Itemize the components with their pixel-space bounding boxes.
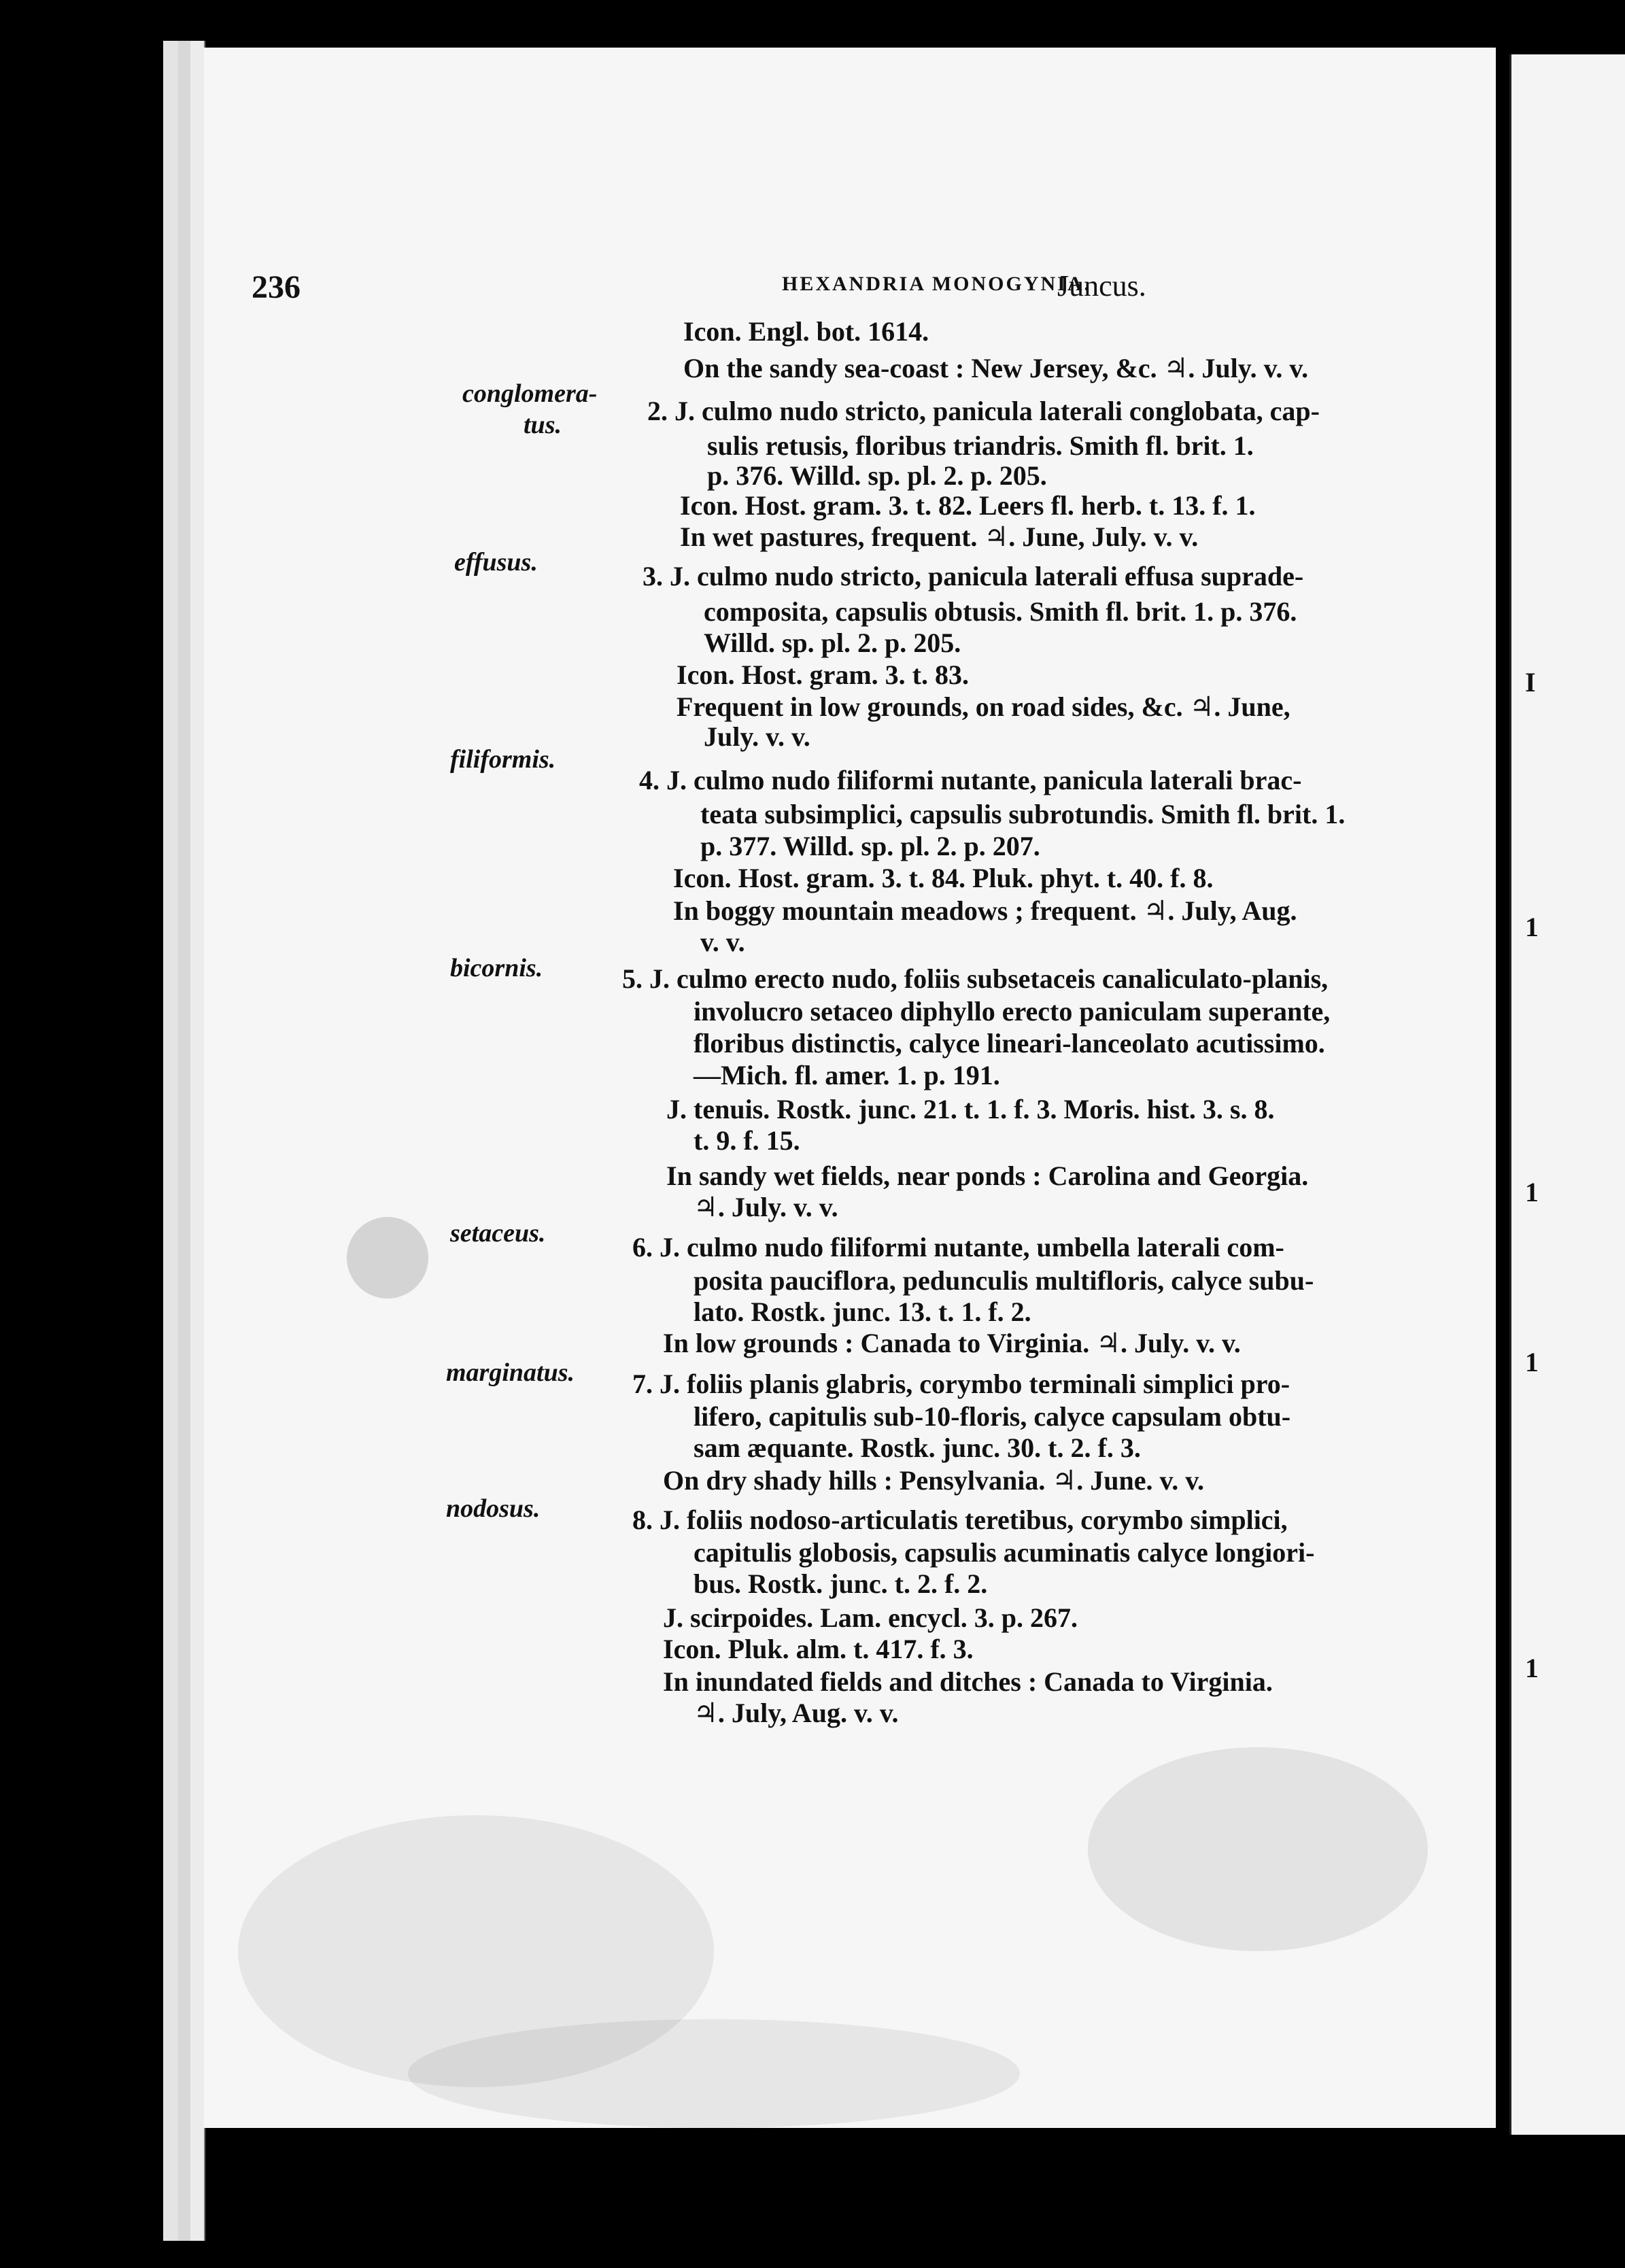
text-line: J. tenuis. Rostk. junc. 21. t. 1. f. 3. Moris. hist. 3. s. 8.	[666, 1094, 1275, 1124]
text-line: 8. J. foliis nodoso-articulatis teretibus, corymbo simplici,	[632, 1505, 1288, 1535]
text-line: t. 9. f. 15.	[694, 1125, 800, 1156]
text-line: Icon. Host. gram. 3. t. 84. Pluk. phyt. t. 40. f. 8.	[673, 863, 1214, 893]
text-line: On the sandy sea-coast : New Jersey, &c. ♃. July. v. v.	[683, 353, 1309, 383]
text-line: ♃. July. v. v.	[694, 1192, 838, 1222]
sidenote-filiformis: filiformis.	[450, 745, 556, 774]
text-line: bus. Rostk. junc. t. 2. f. 2.	[694, 1568, 988, 1599]
text-line: 7. J. foliis planis glabris, corymbo terminali simplici pro-	[632, 1369, 1290, 1399]
text-line: Icon. Host. gram. 3. t. 82. Leers fl. herb. t. 13. f. 1.	[680, 490, 1256, 521]
facing-page	[1509, 54, 1625, 2135]
text-line: lifero, capitulis sub-10-floris, calyce capsulam obtu-	[694, 1401, 1291, 1432]
text-line: 6. J. culmo nudo filiformi nutante, umbella laterali com-	[632, 1232, 1284, 1262]
text-line: v. v.	[700, 927, 745, 957]
sidenote-effusus: effusus.	[454, 548, 538, 577]
ink-blot	[347, 1217, 428, 1299]
sidenote-setaceus: setaceus.	[450, 1219, 546, 1248]
text-line: In low grounds : Canada to Virginia. ♃. July. v. v.	[663, 1328, 1241, 1358]
text-line: floribus distinctis, calyce lineari-lanceolato acutissimo.	[694, 1028, 1325, 1059]
text-line: Frequent in low grounds, on road sides, &c. ♃. June,	[677, 691, 1290, 722]
sidenote-conglomeratus-cont: tus.	[524, 411, 562, 439]
text-line: On dry shady hills : Pensylvania. ♃. June. v. v.	[663, 1465, 1205, 1496]
facing-page-fragment: 1	[1525, 912, 1539, 942]
text-line: 4. J. culmo nudo filiformi nutante, panicula laterali brac-	[639, 765, 1302, 795]
text-line: In boggy mountain meadows ; frequent. ♃. July, Aug.	[673, 895, 1297, 926]
sidenote-bicornis: bicornis.	[450, 954, 543, 982]
text-line: J. scirpoides. Lam. encycl. 3. p. 267.	[663, 1602, 1078, 1633]
sidenote-conglomeratus: conglomera-	[462, 379, 598, 408]
text-line: 2. J. culmo nudo stricto, panicula laterali conglobata, cap-	[647, 396, 1320, 426]
sidenote-marginatus: marginatus.	[446, 1358, 575, 1387]
text-line: 5. J. culmo erecto nudo, foliis subsetaceis canaliculato-planis,	[622, 963, 1329, 994]
text-line: posita pauciflora, pedunculis multifloris, calyce subu-	[694, 1265, 1314, 1296]
text-line: —Mich. fl. amer. 1. p. 191.	[694, 1060, 1000, 1090]
text-line: 3. J. culmo nudo stricto, panicula laterali effusa suprade-	[643, 561, 1304, 591]
book-edge	[190, 41, 205, 2241]
text-line: involucro setaceo diphyllo erecto paniculam superante,	[694, 996, 1331, 1027]
page-number: 236	[252, 269, 301, 305]
text-line: teata subsimplici, capsulis subrotundis. Smith fl. brit. 1.	[700, 799, 1346, 829]
ink-blot	[1088, 1747, 1428, 1951]
text-line: July. v. v.	[704, 721, 810, 752]
running-head: HEXANDRIA MONOGYNIA.	[782, 273, 1092, 295]
text-line: Icon. Pluk. alm. t. 417. f. 3.	[663, 1634, 974, 1664]
genus-heading: Juncus.	[1057, 269, 1146, 303]
facing-page-fragment: 1	[1525, 1653, 1539, 1683]
text-line: composita, capsulis obtusis. Smith fl. brit. 1. p. 376.	[704, 596, 1297, 627]
text-line: lato. Rostk. junc. 13. t. 1. f. 2.	[694, 1296, 1031, 1327]
text-line: sam æquante. Rostk. junc. 30. t. 2. f. 3.	[694, 1432, 1141, 1463]
text-line: Willd. sp. pl. 2. p. 205.	[704, 628, 961, 658]
text-line: Icon. Host. gram. 3. t. 83.	[677, 659, 969, 690]
text-line: ♃. July, Aug. v. v.	[694, 1698, 899, 1728]
text-line: In inundated fields and ditches : Canada to Virginia.	[663, 1666, 1273, 1697]
facing-page-fragment: I	[1525, 667, 1536, 698]
text-line: p. 376. Willd. sp. pl. 2. p. 205.	[707, 460, 1047, 491]
text-line: sulis retusis, floribus triandris. Smith fl. brit. 1.	[707, 430, 1254, 461]
text-line: In sandy wet fields, near ponds : Carolina and Georgia.	[666, 1161, 1309, 1191]
facing-page-fragment: 1	[1525, 1347, 1539, 1377]
facing-page-fragment: 1	[1525, 1177, 1539, 1207]
text-line: p. 377. Willd. sp. pl. 2. p. 207.	[700, 831, 1040, 861]
ink-blot	[408, 2019, 1020, 2128]
text-line: Icon. Engl. bot. 1614.	[683, 316, 929, 347]
text-line: In wet pastures, frequent. ♃. June, July. v. v.	[680, 521, 1199, 552]
text-line: capitulis globosis, capsulis acuminatis calyce longiori-	[694, 1537, 1315, 1568]
sidenote-nodosus: nodosus.	[446, 1494, 541, 1523]
